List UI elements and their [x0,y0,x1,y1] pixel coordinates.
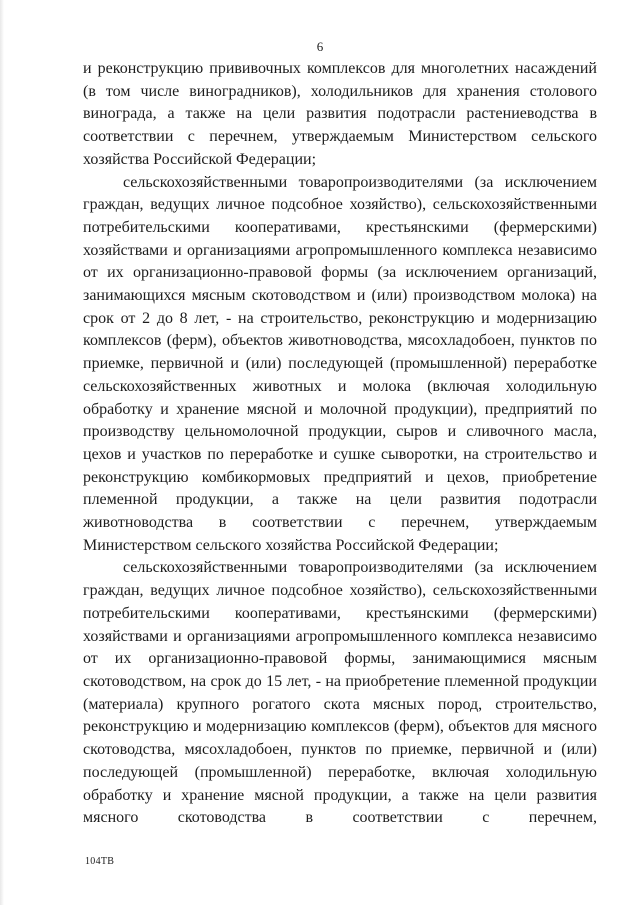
scan-edge-shadow [0,0,4,905]
page-number: 6 [316,39,324,54]
paragraph-beef-cattle: сельскохозяйственными товаропроизводителями (за исключением граждан, ведущих личное подсобное хозяйство), сельскохозяйственными потребительскими кооперативами, крестьянскими (фермерскими) хозяйствами и организациями агропромышленного комплекса независимо от их организационно-правовой формы, занимающимися мясным скотоводством, на срок до 15 лет, - на приобретение племенной продукции (материала) крупного рогатого скота мясных пород, строительство, реконструкцию и модернизацию комплексов (ферм), объектов для мясного скотоводства, мясохладобоен, пунктов по приемке, первичной и (или) последующей (промышленной) переработке, включая холодильную обработку и хранение мясной продукции, а также на цели развития мясного скотоводства в соответствии с перечнем, [83,559,597,827]
paragraph-livestock: сельскохозяйственными товаропроизводителями (за исключением граждан, ведущих личное подсобное хозяйство), сельскохозяйственными потребительскими кооперативами, крестьянскими (фермерскими) хозяйствами и организациями агропромышленного комплекса независимо от их организационно-правовой формы (за исключением организаций, занимающихся мясным скотоводством и (или) производством молока) на срок от 2 до 8 лет, - на строительство, реконструкцию и модернизацию комплексов (ферм), объектов животноводства, мясохладобоен, пунктов по приемке, первичной и (или) последующей (промышленной) переработке сельскохозяйственных животных и молока (включая холодильную обработку и хранение мясной и молочной продукции), предприятий по производству цельномолочной продукции, сыров и сливочного масла, цехов и участков по переработке и сушке сыворотки, на строительство и реконструкцию комбикормовых предприятий и цехов, приобретение племенной продукции, а также на цели развития подотрасли животноводства в соответствии с перечнем, утверждаемым Министерством сельского хозяйства Российской Федерации; [83,173,597,554]
paragraph-continuation: и реконструкцию прививочных комплексов для многолетних насаждений (в том числе виноградников), холодильников для хранения столового винограда, а также на цели развития подотрасли растениеводства в соответствии с перечнем, утверждаемым Министерством сельского хозяйства Российской Федерации; [83,60,597,168]
footer-document-code: 104ТВ [85,856,115,867]
document-body [83,58,597,830]
